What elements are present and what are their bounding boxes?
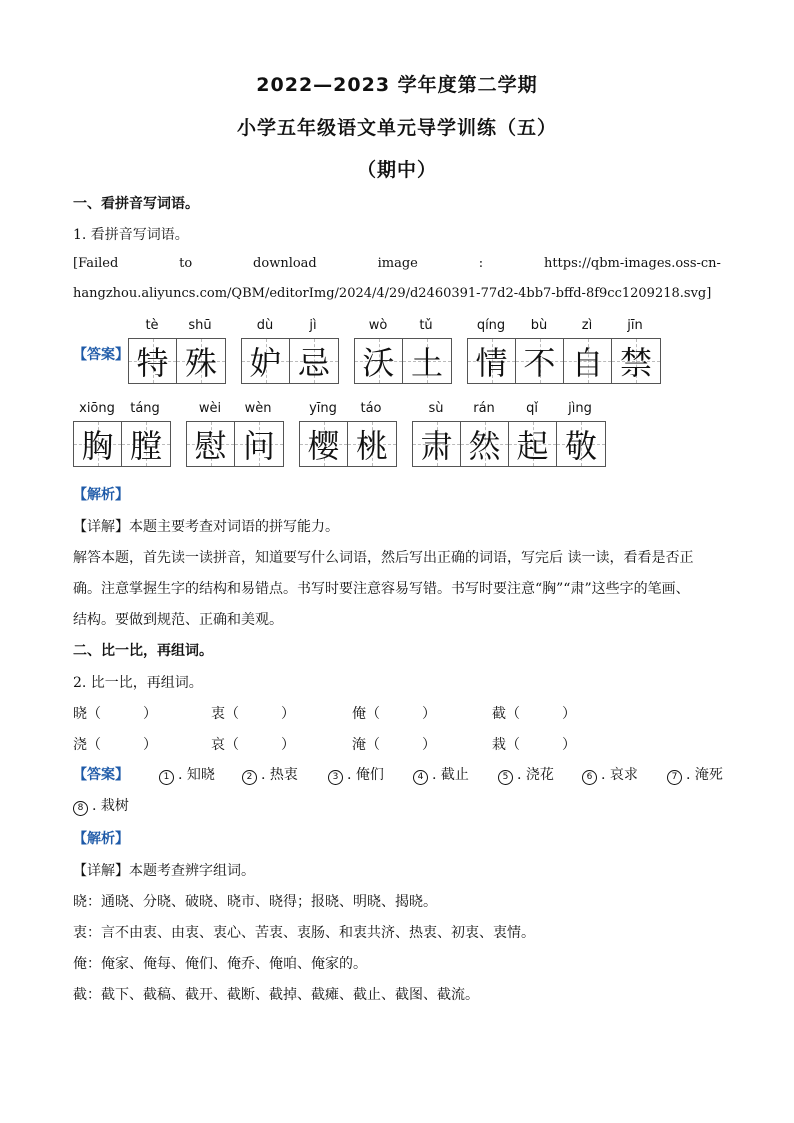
pinyin: táng bbox=[130, 401, 160, 416]
hanzi: 殊 bbox=[184, 344, 217, 382]
explanation-para: 结构。要做到规范、正确和美观。 bbox=[73, 612, 283, 628]
detail-label: 【详解】 bbox=[73, 519, 129, 535]
compare-item: 栽（ ） bbox=[492, 737, 576, 753]
failed-image-line1 bbox=[73, 256, 721, 271]
word-list: 晓：通晓、分晓、破晓、晓市、晓得；报晓、明晓、揭晓。 bbox=[73, 894, 437, 910]
hanzi: 不 bbox=[523, 344, 556, 382]
hanzi: 樱 bbox=[307, 427, 340, 465]
hanzi: 敬 bbox=[564, 427, 597, 465]
pinyin: qíng bbox=[476, 318, 506, 333]
answer-item: 3 . 俺们 bbox=[328, 764, 384, 785]
detail-label: 【详解】 bbox=[73, 863, 129, 879]
pinyin: jìng bbox=[568, 401, 592, 416]
detail-text: 本题考查辨字组词。 bbox=[129, 863, 255, 879]
hanzi: 妒 bbox=[249, 344, 282, 382]
answer-item: 5 . 浇花 bbox=[498, 764, 554, 785]
explanation-para: 确。注意掌握生字的结构和易错点。书写时要注意容易写错。书写时要注意“胸”“肃”这些字的笔画、 bbox=[73, 581, 690, 597]
pinyin: qǐ bbox=[526, 401, 538, 416]
failed-word: : bbox=[478, 256, 484, 271]
hanzi: 膛 bbox=[129, 427, 162, 465]
pinyin: jīn bbox=[627, 318, 643, 333]
compare-item: 俺（ ） bbox=[352, 706, 436, 722]
failed-word: download bbox=[253, 256, 317, 271]
answer-label-2: 【答案】 bbox=[73, 767, 129, 783]
compare-item: 衷（ ） bbox=[211, 706, 295, 722]
hanzi: 胸 bbox=[81, 427, 114, 465]
hanzi: 桃 bbox=[355, 427, 388, 465]
answer-item: 6 . 哀求 bbox=[582, 764, 638, 785]
pinyin: táo bbox=[360, 401, 382, 416]
pinyin: yīng bbox=[309, 401, 337, 416]
detail-text: 本题主要考查对词语的拼写能力。 bbox=[129, 519, 339, 535]
compare-item: 哀（ ） bbox=[211, 737, 295, 753]
failed-word: [Failed bbox=[73, 256, 119, 271]
pinyin: jì bbox=[309, 318, 317, 333]
pinyin: wò bbox=[368, 318, 388, 333]
compare-item: 截（ ） bbox=[492, 706, 576, 722]
detail-2 bbox=[73, 860, 255, 880]
hanzi: 起 bbox=[516, 427, 549, 465]
hanzi: 然 bbox=[468, 427, 501, 465]
pinyin-group bbox=[73, 401, 171, 467]
pinyin: rán bbox=[473, 401, 495, 416]
pinyin: bù bbox=[530, 318, 548, 333]
detail-1 bbox=[73, 516, 339, 536]
analysis-label-1: 【解析】 bbox=[73, 487, 129, 503]
hanzi: 情 bbox=[475, 344, 508, 382]
doc-title-line1: 2022—2023 学年度第二学期 bbox=[256, 74, 538, 96]
pinyin: xiōng bbox=[79, 401, 115, 416]
failed-image-line2: hangzhou.aliyuncs.com/QBM/editorImg/2024/4/29/d2460391-77d2-4bb7-bffd-8f9cc1209218.svg] bbox=[73, 286, 712, 301]
pinyin: tè bbox=[145, 318, 159, 333]
hanzi: 问 bbox=[242, 427, 275, 465]
answer-item: 8 . 栽树 bbox=[73, 795, 129, 816]
pinyin-group bbox=[241, 318, 339, 384]
hanzi: 土 bbox=[410, 344, 443, 382]
compare-item: 晓（ ） bbox=[73, 706, 157, 722]
answer-label-1: 【答案】 bbox=[73, 347, 129, 363]
hanzi: 肃 bbox=[420, 427, 453, 465]
failed-word: to bbox=[179, 256, 193, 271]
doc-title-line3: （期中） bbox=[356, 159, 437, 181]
word-list: 衷：言不由衷、由衷、衷心、苦衷、衷肠、和衷共济、热衷、初衷、衷情。 bbox=[73, 925, 535, 941]
word-list: 俺：俺家、俺每、俺们、俺乔、俺咱、俺家的。 bbox=[73, 956, 367, 972]
hanzi: 自 bbox=[571, 344, 604, 382]
hanzi: 沃 bbox=[362, 344, 395, 382]
pinyin: zì bbox=[581, 318, 593, 333]
analysis-label-2: 【解析】 bbox=[73, 831, 129, 847]
answer-item: 2 . 热衷 bbox=[242, 764, 298, 785]
hanzi: 忌 bbox=[297, 344, 330, 382]
pinyin: shū bbox=[188, 318, 212, 333]
compare-item: 淹（ ） bbox=[352, 737, 436, 753]
pinyin-group bbox=[299, 401, 397, 467]
pinyin: wèi bbox=[198, 401, 222, 416]
hanzi: 禁 bbox=[619, 344, 652, 382]
hanzi: 慰 bbox=[194, 427, 227, 465]
pinyin: sù bbox=[428, 401, 444, 416]
failed-word: https://qbm-images.oss-cn- bbox=[543, 256, 721, 271]
doc-title-line2: 小学五年级语文单元导学训练（五） bbox=[236, 117, 557, 139]
section1-heading: 一、看拼音写词语。 bbox=[73, 196, 199, 212]
pinyin-group bbox=[412, 401, 606, 467]
failed-word: image bbox=[377, 256, 418, 271]
explanation-para: 解答本题，首先读一读拼音，知道要写什么词语，然后写出正确的词语，写完后 读一读，看看是否正 bbox=[73, 550, 694, 566]
word-list: 截：截下、截稿、截开、截断、截掉、截瘫、截止、截图、截流。 bbox=[73, 987, 479, 1003]
question1: 1. 看拼音写词语。 bbox=[73, 227, 189, 243]
answer-item: 7 . 淹死 bbox=[667, 764, 723, 785]
question2: 2. 比一比，再组词。 bbox=[73, 675, 203, 691]
section2-heading: 二、比一比，再组词。 bbox=[73, 643, 213, 659]
hanzi: 特 bbox=[136, 344, 169, 382]
pinyin: dù bbox=[256, 318, 274, 333]
answer-item: 4 . 截止 bbox=[413, 764, 469, 785]
answer-item: 1 . 知晓 bbox=[159, 764, 215, 785]
pinyin-group bbox=[128, 318, 226, 384]
pinyin: tǔ bbox=[419, 318, 433, 333]
pinyin-group bbox=[467, 318, 661, 384]
pinyin: wèn bbox=[244, 401, 272, 416]
pinyin-group bbox=[186, 401, 284, 467]
pinyin-group bbox=[354, 318, 452, 384]
compare-item: 浇（ ） bbox=[73, 737, 157, 753]
